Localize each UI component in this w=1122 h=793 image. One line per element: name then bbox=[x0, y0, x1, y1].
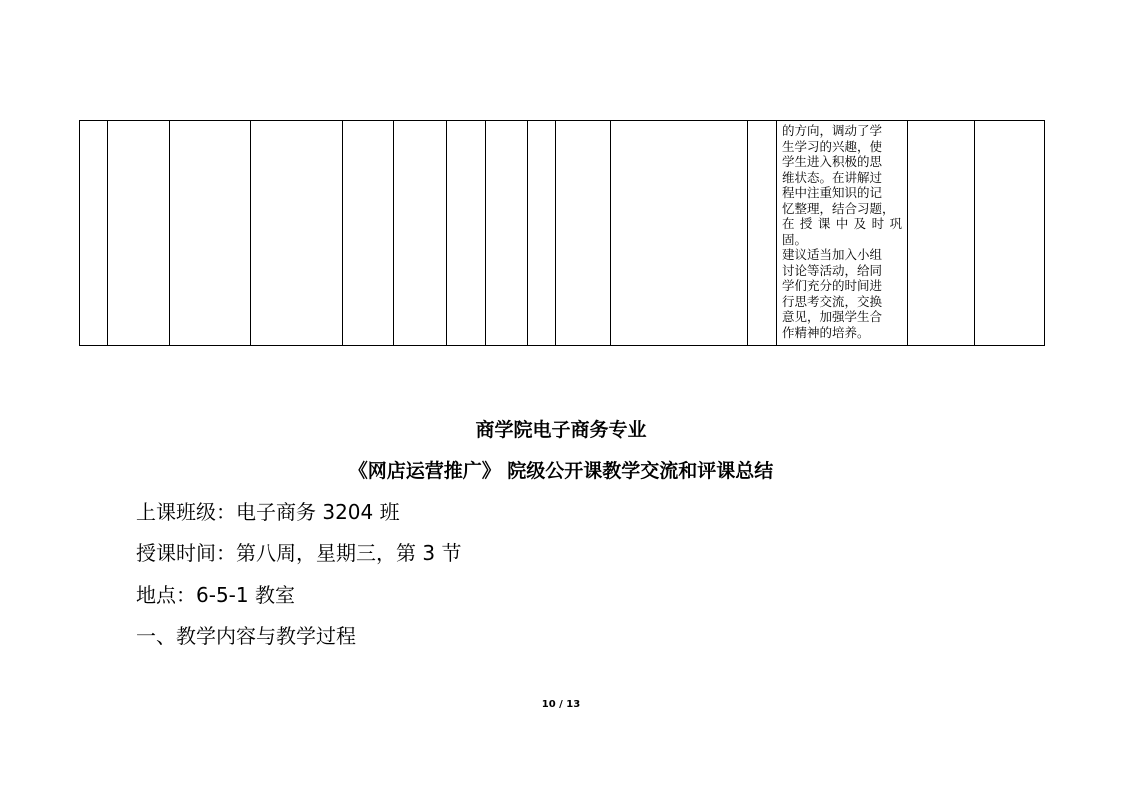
table-cell bbox=[611, 121, 748, 346]
comment-line: 生学习的兴趣，使 bbox=[782, 138, 883, 154]
table-cell bbox=[170, 121, 251, 346]
table-cell bbox=[486, 121, 528, 346]
evaluation-table-continuation bbox=[79, 120, 1045, 346]
comment-line: 固。 bbox=[782, 231, 808, 247]
comment-line: 行思考交流，交换 bbox=[782, 293, 883, 309]
section-heading: 一、教学内容与教学过程 bbox=[136, 624, 356, 648]
table-cell bbox=[394, 121, 447, 346]
location-info: 地点：6-5-1 教室 bbox=[136, 583, 295, 607]
time-info: 授课时间：第八周，星期三，第 3 节 bbox=[136, 541, 462, 565]
table-cell bbox=[108, 121, 170, 346]
page-number: 10 / 13 bbox=[541, 699, 581, 710]
comment-line: 程中注重知识的记 bbox=[782, 185, 883, 200]
table-cell bbox=[343, 121, 394, 346]
table-cell bbox=[908, 121, 975, 346]
table-cell bbox=[748, 121, 777, 346]
class-info: 上课班级：电子商务 3204 班 bbox=[136, 500, 400, 524]
comment-line: 在授课中及时巩 bbox=[782, 216, 902, 231]
table-cell bbox=[556, 121, 611, 346]
table-cell bbox=[528, 121, 556, 346]
comment-line: 建议适当加入小组 bbox=[782, 247, 883, 262]
table-cell bbox=[80, 121, 108, 346]
comment-line: 意见，加强学生合 bbox=[782, 309, 883, 324]
comment-cell bbox=[777, 121, 908, 346]
table-row bbox=[80, 121, 1045, 346]
comment-line: 维状态。在讲解过 bbox=[782, 169, 883, 185]
comment-line: 作精神的培养。 bbox=[782, 324, 870, 340]
comment-line: 讨论等活动，给同 bbox=[782, 262, 883, 278]
comment-line: 忆整理，结合习题， bbox=[782, 200, 895, 216]
comment-line: 的方向，调动了学 bbox=[782, 123, 883, 138]
department-heading: 商学院电子商务专业 bbox=[475, 419, 647, 441]
table-cell bbox=[251, 121, 343, 346]
document-title: 《网店运营推广》 院级公开课教学交流和评课总结 bbox=[348, 460, 774, 482]
comment-line: 学生进入积极的思 bbox=[782, 154, 883, 169]
comment-line: 学们充分的时间进 bbox=[782, 278, 883, 293]
table-cell bbox=[447, 121, 486, 346]
table-cell bbox=[975, 121, 1045, 346]
